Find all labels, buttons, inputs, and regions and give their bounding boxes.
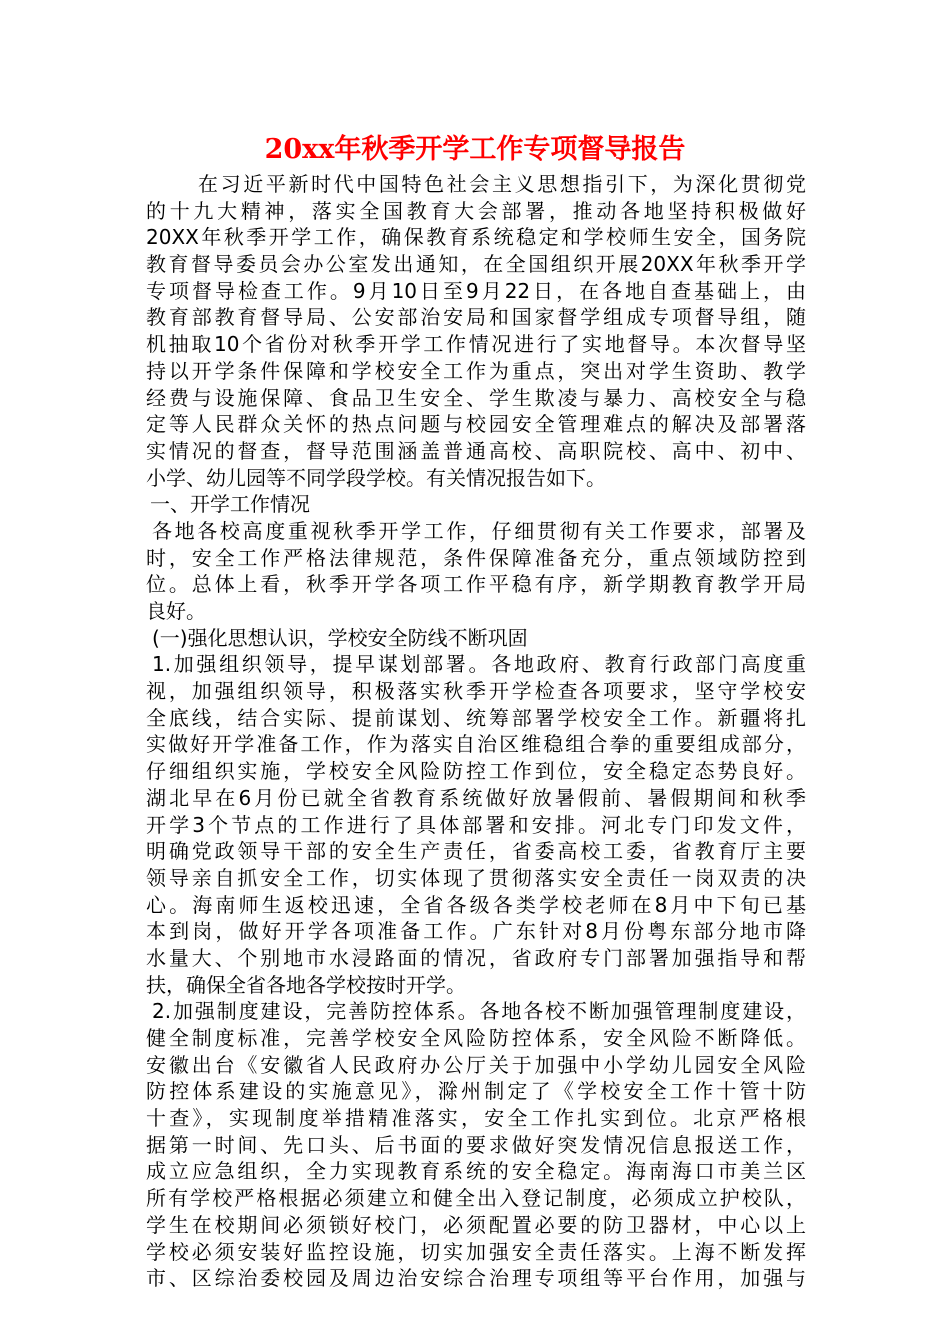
text-line: 20XX年秋季开学工作，确保教育系统稳定和学校师生安全，国务院 [146, 225, 806, 250]
text-line: 仔细组织实施，学校安全风险防控工作到位，安全稳定态势良好。 [146, 759, 806, 784]
text-line: 教育部教育督导局、公安部治安局和国家督学组成专项督导组，随 [146, 305, 806, 330]
document-title: 20xx年秋季开学工作专项督导报告 [264, 134, 686, 165]
text-line: 视，加强组织领导，积极落实秋季开学检查各项要求，坚守学校安 [146, 679, 806, 704]
text-line: 明确党政领导干部的安全生产责任，省委高校工委，省教育厅主要 [146, 839, 806, 864]
text-line: 扶，确保全省各地各学校按时开学。 [146, 972, 466, 997]
text-line: 学校必须安装好监控设施，切实加强安全责任落实。上海不断发挥 [146, 1239, 806, 1264]
text-line: 机抽取10个省份对秋季开学工作情况进行了实地督导。本次督导坚 [146, 332, 806, 357]
text-line: 健全制度标准，完善学校安全风险防控体系，安全风险不断降低。 [146, 1026, 806, 1050]
text-line: 实情况的督查，督导范围涵盖普通高校、高职院校、高中、初中、 [146, 438, 806, 463]
text-line: 1.加强组织领导，提早谋划部署。各地政府、教育行政部门高度重 [152, 652, 806, 677]
text-line: 据第一时间、先口头、后书面的要求做好突发情况信息报送工作， [146, 1132, 806, 1157]
text-line: 学生在校期间必须锁好校门，必须配置必要的防卫器材，中心以上 [146, 1212, 806, 1237]
text-line: 教育督导委员会办公室发出通知，在全国组织开展20XX年秋季开学 [146, 252, 806, 277]
text-line: 小学、幼儿园等不同学段学校。有关情况报告如下。 [146, 465, 606, 490]
text-line: 位。总体上看，秋季开学各项工作平稳有序，新学期教育教学开局 [146, 572, 806, 597]
text-line: 持以开学条件保障和学校安全工作为重点，突出对学生资助、教学 [146, 358, 806, 383]
text-line: 安徽出台《安徽省人民政府办公厅关于加强中小学幼儿园安全风险 [146, 1052, 806, 1077]
text-line: 十查》，实现制度举措精准落实，安全工作扎实到位。北京严格根 [146, 1106, 806, 1131]
text-line: 经费与设施保障、食品卫生安全、学生欺凌与暴力、高校安全与稳 [146, 385, 806, 410]
text-line: 的十九大精神，落实全国教育大会部署，推动各地坚持积极做好 [146, 198, 806, 223]
text-line: 良好。 [146, 599, 206, 623]
text-line: 开学3个节点的工作进行了具体部署和安排。河北专门印发文件， [146, 812, 806, 837]
text-line: 本到岗，做好开学各项准备工作。广东针对8月份粤东部分地市降 [146, 919, 806, 944]
document-body [146, 171, 806, 1292]
text-line: (一)强化思想认识，学校安全防线不断巩固 [152, 625, 528, 650]
text-line: 定等人民群众关怀的热点问题与校园安全管理难点的解决及部署落 [146, 412, 806, 437]
text-line: 湖北早在6月份已就全省教育系统做好放暑假前、暑假期间和秋季 [146, 785, 806, 810]
text-line: 成立应急组织，全力实现教育系统的安全稳定。海南海口市美兰区 [146, 1159, 806, 1184]
text-line: 2.加强制度建设，完善防控体系。各地各校不断加强管理制度建设， [152, 999, 806, 1024]
text-line: 水量大、个别地市水浸路面的情况，省政府专门部署加强指导和帮 [146, 945, 806, 970]
text-line: 在习近平新时代中国特色社会主义思想指引下，为深化贯彻党 [198, 172, 806, 196]
text-line: 所有学校严格根据必须建立和健全出入登记制度，必须成立护校队， [146, 1186, 806, 1211]
text-line: 全底线，结合实际、提前谋划、统筹部署学校安全工作。新疆将扎 [146, 705, 806, 730]
text-line: 时，安全工作严格法律规范，条件保障准备充分，重点领域防控到 [146, 545, 806, 570]
text-line: 防控体系建设的实施意见》，滁州制定了《学校安全工作十管十防 [146, 1079, 806, 1104]
text-line: 市、区综治委校园及周边治安综合治理专项组等平台作用，加强与 [146, 1266, 806, 1291]
text-line: 专项督导检查工作。9月10日至9月22日，在各地自查基础上，由 [146, 278, 806, 303]
text-line: 一、开学工作情况 [150, 492, 310, 517]
text-line: 领导亲自抓安全工作，切实体现了贯彻落实安全责任一岗双责的决 [146, 865, 806, 890]
text-line: 实做好开学准备工作，作为落实自治区维稳组合拳的重要组成部分， [146, 732, 806, 757]
text-line: 各地各校高度重视秋季开学工作，仔细贯彻有关工作要求，部署及 [152, 518, 806, 543]
text-line: 心。海南师生返校迅速，全省各级各类学校老师在8月中下旬已基 [146, 892, 806, 917]
